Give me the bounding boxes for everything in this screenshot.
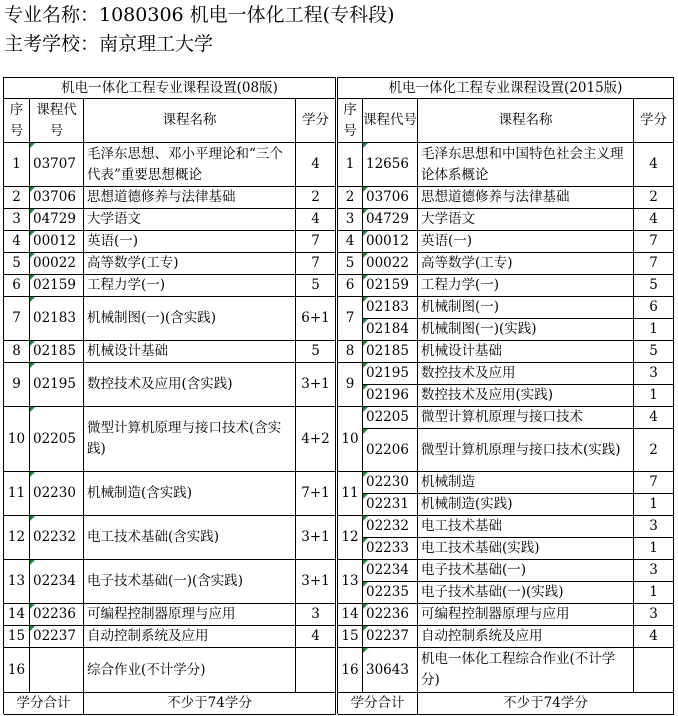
right-table-title: 机电一体化工程专业课程设置(2015版) [338, 78, 674, 99]
right-course-code: 02236 [363, 604, 418, 626]
left-course-code: 02185 [30, 341, 84, 363]
left-course-name: 机械制图(一)(含实践) [84, 297, 296, 341]
right-course-credit: 2 [634, 187, 674, 209]
left-row-number: 1 [4, 143, 30, 187]
left-course-code: 04729 [30, 209, 84, 231]
right-row-number: 12 [338, 516, 363, 560]
right-course-credit: 5 [634, 275, 674, 297]
left-course-name: 机械设计基础 [84, 341, 296, 363]
right-course-name: 数控技术及应用(实践) [418, 385, 634, 407]
right-course-name: 机械设计基础 [418, 341, 634, 363]
left-course-name: 微型计算机原理与接口技术(含实践) [84, 407, 296, 472]
left-total-label: 学分合计 [4, 693, 84, 715]
right-row-number: 16 [338, 648, 363, 693]
right-course-code: 02183 [363, 297, 418, 319]
left-row-number: 7 [4, 297, 30, 341]
right-course-code: 30643 [363, 648, 418, 693]
right-course-code: 02184 [363, 319, 418, 341]
left-course-name: 工程力学(一) [84, 275, 296, 297]
right-course-credit: 4 [634, 407, 674, 429]
left-row-number: 13 [4, 560, 30, 604]
left-row-number: 6 [4, 275, 30, 297]
left-column-header: 学分 [296, 99, 336, 143]
left-course-code: 02195 [30, 363, 84, 407]
right-course-code: 02232 [363, 516, 418, 538]
right-course-name: 机械制造 [418, 472, 634, 494]
right-course-code: 04729 [363, 209, 418, 231]
right-course-credit: 1 [634, 538, 674, 560]
left-course-credit: 3+1 [296, 516, 336, 560]
right-course-credit: 1 [634, 385, 674, 407]
right-course-code: 03706 [363, 187, 418, 209]
right-course-name: 数控技术及应用 [418, 363, 634, 385]
right-total-value: 不少于74学分 [418, 693, 674, 715]
right-row-number: 6 [338, 275, 363, 297]
right-course-credit: 5 [634, 341, 674, 363]
left-course-name: 电子技术基础(一)(含实践) [84, 560, 296, 604]
right-row-number: 13 [338, 560, 363, 604]
right-course-code: 02196 [363, 385, 418, 407]
right-course-name: 毛泽东思想和中国特色社会主义理论体系概论 [418, 143, 634, 187]
right-column-header: 课程名称 [418, 99, 634, 143]
right-column-header: 课程代号 [363, 99, 418, 143]
left-course-code: 02237 [30, 626, 84, 648]
right-row-number: 8 [338, 341, 363, 363]
left-course-name: 电工技术基础(含实践) [84, 516, 296, 560]
right-course-code: 02233 [363, 538, 418, 560]
left-course-credit: 6+1 [296, 297, 336, 341]
left-table-title: 机电一体化工程专业课程设置(08版) [4, 78, 336, 99]
right-course-code: 02234 [363, 560, 418, 582]
right-column-header: 学分 [634, 99, 674, 143]
right-course-credit: 4 [634, 143, 674, 187]
right-course-name: 高等数学(工专) [418, 253, 634, 275]
right-course-credit: 1 [634, 494, 674, 516]
left-course-code: 03706 [30, 187, 84, 209]
left-row-number: 2 [4, 187, 30, 209]
left-course-name: 数控技术及应用(含实践) [84, 363, 296, 407]
left-row-number: 11 [4, 472, 30, 516]
left-course-code: 02183 [30, 297, 84, 341]
right-column-header: 序号 [338, 99, 363, 143]
left-course-code: 02230 [30, 472, 84, 516]
right-course-credit: 7 [634, 231, 674, 253]
left-column-header: 课程代号 [30, 99, 84, 143]
left-row-number: 4 [4, 231, 30, 253]
right-row-number: 1 [338, 143, 363, 187]
left-course-name: 高等数学(工专) [84, 253, 296, 275]
right-course-credit: 3 [634, 560, 674, 582]
left-course-credit [296, 648, 336, 693]
left-course-credit: 5 [296, 341, 336, 363]
right-course-code: 02206 [363, 429, 418, 472]
left-row-number: 10 [4, 407, 30, 472]
left-course-name: 英语(一) [84, 231, 296, 253]
left-course-credit: 7+1 [296, 472, 336, 516]
left-course-code: 02159 [30, 275, 84, 297]
right-course-name: 自动控制系统及应用 [418, 626, 634, 648]
right-course-name: 工程力学(一) [418, 275, 634, 297]
left-course-code: 03707 [30, 143, 84, 187]
right-course-code: 02230 [363, 472, 418, 494]
right-row-number: 5 [338, 253, 363, 275]
right-course-name: 微型计算机原理与接口技术 [418, 407, 634, 429]
left-course-credit: 2 [296, 187, 336, 209]
right-row-number: 4 [338, 231, 363, 253]
right-course-name: 电子技术基础(一) [418, 560, 634, 582]
right-course-name: 英语(一) [418, 231, 634, 253]
right-row-number: 15 [338, 626, 363, 648]
right-row-number: 3 [338, 209, 363, 231]
left-course-credit: 4+2 [296, 407, 336, 472]
right-course-credit: 1 [634, 582, 674, 604]
right-course-credit: 7 [634, 253, 674, 275]
left-course-code: 00012 [30, 231, 84, 253]
right-course-code: 02185 [363, 341, 418, 363]
right-course-name: 机械制图(一)(实践) [418, 319, 634, 341]
left-course-credit: 4 [296, 143, 336, 187]
right-course-name: 机械制图(一) [418, 297, 634, 319]
left-course-name: 毛泽东思想、邓小平理论和“三个代表”重要思想概论 [84, 143, 296, 187]
right-course-name: 电子技术基础(一)(实践) [418, 582, 634, 604]
left-course-name: 思想道德修养与法律基础 [84, 187, 296, 209]
left-course-code: 02205 [30, 407, 84, 472]
left-course-credit: 7 [296, 231, 336, 253]
right-course-credit: 3 [634, 516, 674, 538]
left-row-number: 9 [4, 363, 30, 407]
right-course-credit: 2 [634, 429, 674, 472]
right-course-name: 机械制造(实践) [418, 494, 634, 516]
right-course-credit: 6 [634, 297, 674, 319]
left-column-header: 序号 [4, 99, 30, 143]
right-row-number: 11 [338, 472, 363, 516]
right-course-code: 02231 [363, 494, 418, 516]
right-total-label: 学分合计 [338, 693, 418, 715]
right-row-number: 7 [338, 297, 363, 341]
right-row-number: 9 [338, 363, 363, 407]
right-course-code: 02235 [363, 582, 418, 604]
left-column-header: 课程名称 [84, 99, 296, 143]
right-course-code: 00022 [363, 253, 418, 275]
left-total-value: 不少于74学分 [84, 693, 336, 715]
left-course-code: 02232 [30, 516, 84, 560]
left-course-code: 02236 [30, 604, 84, 626]
right-course-credit: 3 [634, 604, 674, 626]
left-course-name: 自动控制系统及应用 [84, 626, 296, 648]
right-course-credit: 3 [634, 363, 674, 385]
left-course-credit: 7 [296, 253, 336, 275]
left-course-code: 00022 [30, 253, 84, 275]
right-course-credit: 4 [634, 626, 674, 648]
right-course-code: 02237 [363, 626, 418, 648]
right-course-code: 02205 [363, 407, 418, 429]
school-heading: 主考学校：南京理工大学 [4, 33, 214, 55]
right-course-name: 机电一体化工程综合作业(不计学分) [418, 648, 634, 693]
left-course-name: 机械制造(含实践) [84, 472, 296, 516]
left-row-number: 3 [4, 209, 30, 231]
left-course-credit: 3+1 [296, 560, 336, 604]
left-course-code: 02234 [30, 560, 84, 604]
left-course-name: 可编程控制器原理与应用 [84, 604, 296, 626]
right-course-name: 大学语文 [418, 209, 634, 231]
right-course-code: 12656 [363, 143, 418, 187]
right-row-number: 2 [338, 187, 363, 209]
right-row-number: 14 [338, 604, 363, 626]
right-course-credit: 7 [634, 472, 674, 494]
right-course-code: 02195 [363, 363, 418, 385]
left-row-number: 14 [4, 604, 30, 626]
right-course-name: 电工技术基础(实践) [418, 538, 634, 560]
left-course-code [30, 648, 84, 693]
left-course-credit: 3 [296, 604, 336, 626]
right-row-number: 10 [338, 407, 363, 472]
right-course-code: 00012 [363, 231, 418, 253]
right-course-credit: 4 [634, 209, 674, 231]
left-course-credit: 4 [296, 626, 336, 648]
right-course-code: 02159 [363, 275, 418, 297]
right-course-name: 电工技术基础 [418, 516, 634, 538]
right-course-name: 思想道德修养与法律基础 [418, 187, 634, 209]
left-course-credit: 4 [296, 209, 336, 231]
left-course-name: 综合作业(不计学分) [84, 648, 296, 693]
right-course-name: 微型计算机原理与接口技术(实践) [418, 429, 634, 472]
left-row-number: 8 [4, 341, 30, 363]
left-row-number: 12 [4, 516, 30, 560]
right-course-name: 可编程控制器原理与应用 [418, 604, 634, 626]
right-course-credit: 1 [634, 319, 674, 341]
left-course-credit: 5 [296, 275, 336, 297]
right-course-credit [634, 648, 674, 693]
left-course-credit: 3+1 [296, 363, 336, 407]
left-row-number: 16 [4, 648, 30, 693]
left-course-name: 大学语文 [84, 209, 296, 231]
left-row-number: 5 [4, 253, 30, 275]
major-heading: 专业名称：1080306 机电一体化工程(专科段) [4, 4, 395, 26]
left-row-number: 15 [4, 626, 30, 648]
